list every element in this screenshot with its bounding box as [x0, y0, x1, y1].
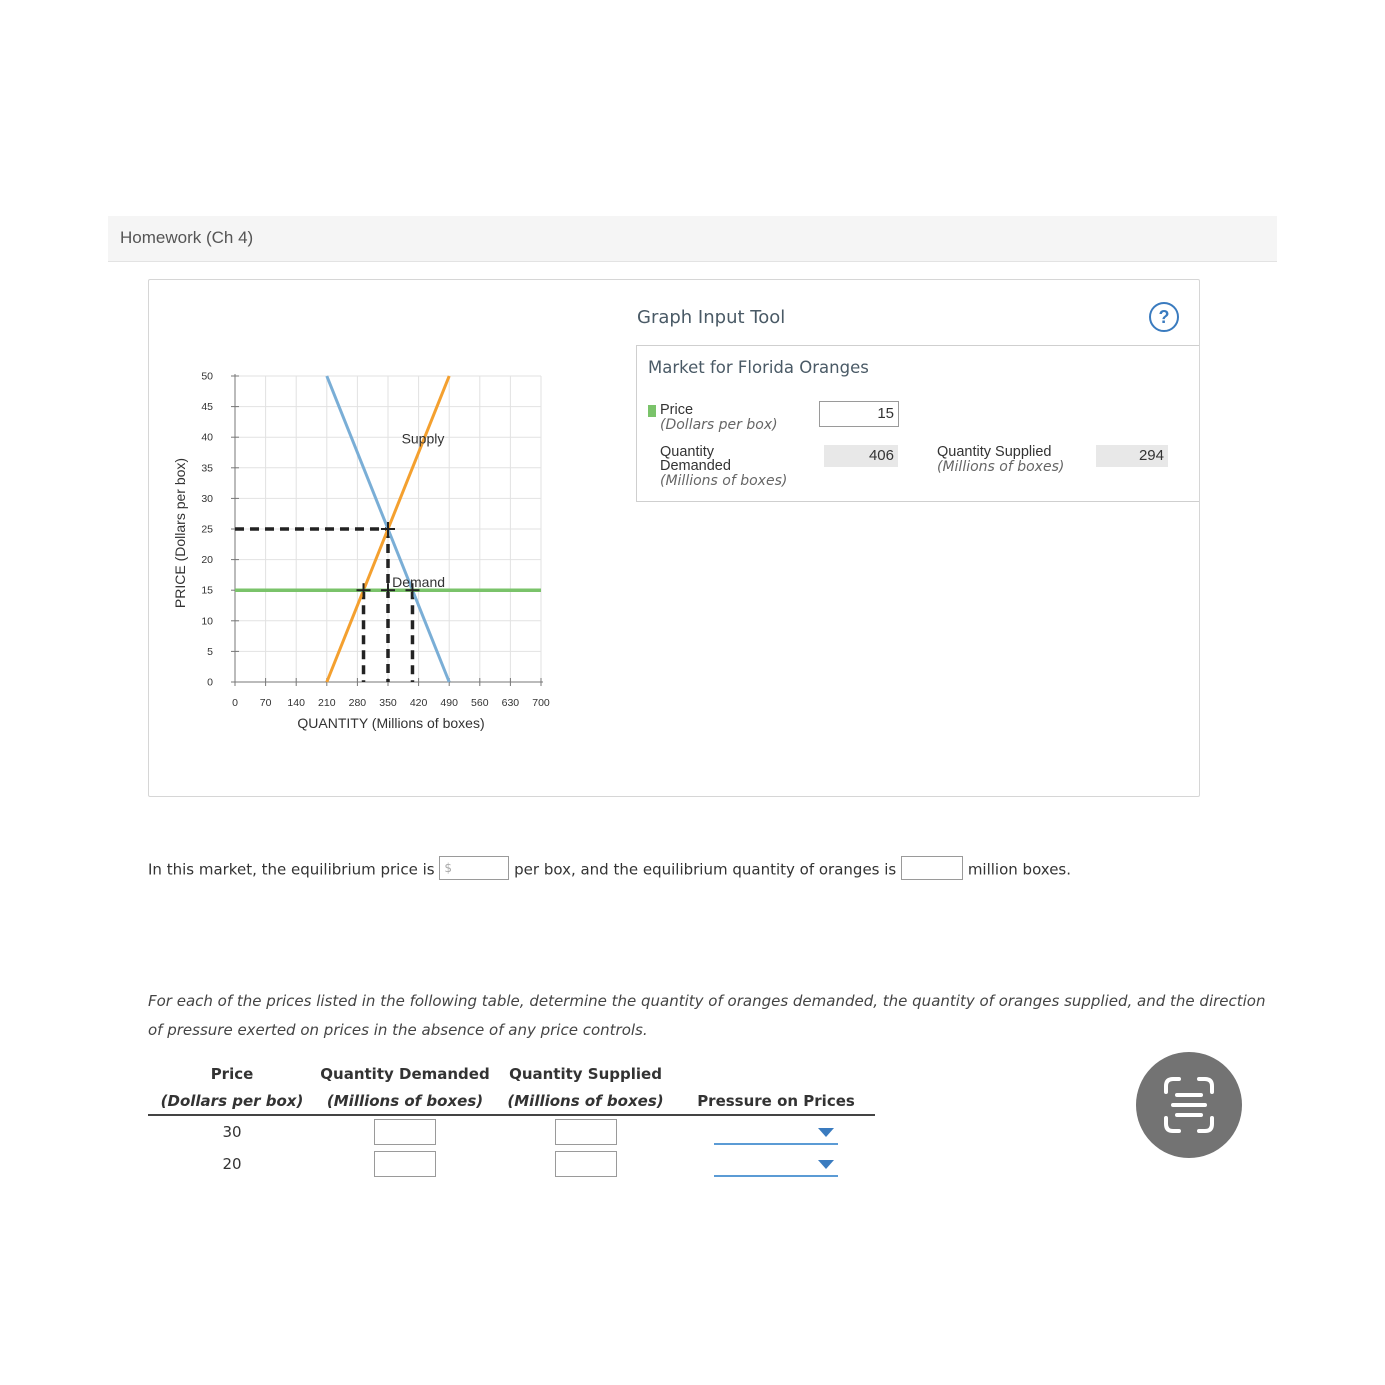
- chart-axes: [172, 371, 550, 732]
- col-pressure-header: Pressure on Prices: [677, 1087, 875, 1115]
- graph-input-tool-title: Graph Input Tool: [637, 307, 786, 328]
- row-price: 30: [222, 1123, 242, 1141]
- y-tick-label: 0: [207, 676, 213, 689]
- y-tick-label: 50: [201, 370, 213, 383]
- qs-value: 294: [1096, 445, 1168, 467]
- x-tick-label: 420: [409, 697, 428, 709]
- table-row: [148, 1148, 875, 1180]
- pressure-dropdown-row2[interactable]: [714, 1151, 838, 1177]
- demand-label: Demand: [392, 574, 446, 591]
- scan-text-icon: [1136, 1052, 1242, 1158]
- price-input[interactable]: 15: [819, 401, 899, 427]
- qd-value: 406: [824, 445, 898, 467]
- y-tick-label: 25: [201, 523, 213, 536]
- y-tick-label: 5: [207, 645, 213, 658]
- market-chart[interactable]: [149, 280, 619, 750]
- col-price-header: Price: [210, 1064, 254, 1083]
- qd-label-line2: Demanded: [660, 458, 731, 474]
- qs-label: Quantity Supplied: [937, 444, 1052, 460]
- qd-input-row1[interactable]: [374, 1119, 436, 1145]
- chart-guides: [235, 529, 412, 682]
- chart-area: [149, 280, 619, 754]
- x-tick-label: 350: [379, 697, 397, 709]
- qs-input-row1[interactable]: [555, 1119, 617, 1145]
- pressure-dropdown-row1[interactable]: [714, 1119, 838, 1145]
- col-qd-sub: (Millions of boxes): [316, 1087, 494, 1115]
- question-text-2: per box, and the equilibrium quantity of oranges is: [514, 860, 897, 879]
- market-title: Market for Florida Oranges: [648, 358, 869, 377]
- y-tick-label: 30: [201, 492, 213, 505]
- col-qs-header: Quantity Supplied: [509, 1064, 662, 1083]
- y-tick-label: 45: [201, 401, 213, 414]
- x-tick-label: 700: [532, 697, 550, 709]
- col-qs-sub: (Millions of boxes): [494, 1087, 677, 1115]
- qs-sub-label: (Millions of boxes): [937, 459, 1065, 475]
- price-table: [148, 1060, 875, 1180]
- question-text-3: million boxes.: [967, 860, 1072, 879]
- price-label: Price: [660, 402, 694, 418]
- x-tick-label: 560: [471, 697, 489, 709]
- col-qd-header: Quantity Demanded: [320, 1064, 490, 1083]
- row-price: 20: [222, 1155, 242, 1173]
- x-tick-label: 280: [348, 697, 367, 709]
- x-tick-label: 630: [501, 697, 520, 709]
- x-axis-label: QUANTITY (Millions of boxes): [297, 715, 485, 731]
- chevron-down-icon: [818, 1160, 834, 1169]
- y-axis-label: PRICE (Dollars per box): [172, 457, 188, 609]
- table-instructions: For each of the prices listed in the following table, determine the quantity of oranges demanded, the quantity of oranges supplied, and the direction of pressure exerted on prices in the absence of any price controls.: [148, 992, 1266, 1039]
- help-icon[interactable]: ?: [1149, 302, 1179, 332]
- y-tick-label: 20: [201, 554, 213, 567]
- qd-label-line1: Quantity: [660, 444, 714, 460]
- y-tick-label: 35: [201, 462, 213, 475]
- y-tick-label: 40: [201, 431, 213, 444]
- equilibrium-quantity-input[interactable]: [901, 856, 963, 880]
- x-tick-label: 70: [259, 697, 272, 709]
- supply-label: Supply: [401, 430, 445, 447]
- qd-input-row2[interactable]: [374, 1151, 436, 1177]
- dollar-sign: $: [444, 861, 452, 875]
- y-tick-label: 10: [201, 615, 213, 628]
- qd-sub-label: (Millions of boxes): [660, 473, 788, 489]
- scan-text-button[interactable]: [1136, 1052, 1242, 1158]
- price-sub-label: (Dollars per box): [660, 417, 778, 433]
- homework-title: Homework (Ch 4): [120, 228, 254, 247]
- qs-input-row2[interactable]: [555, 1151, 617, 1177]
- table-row: [148, 1115, 875, 1148]
- x-tick-label: 490: [440, 697, 458, 709]
- x-tick-label: 140: [287, 697, 305, 709]
- question-text-1: In this market, the equilibrium price is: [148, 860, 435, 879]
- price-legend-swatch: [648, 405, 656, 417]
- y-tick-label: 15: [201, 584, 213, 597]
- equilibrium-price-input[interactable]: [439, 856, 509, 880]
- graph-input-box: [636, 345, 1199, 502]
- homework-header: [108, 216, 1277, 262]
- x-tick-label: 210: [318, 697, 336, 709]
- col-price-sub: (Dollars per box): [148, 1087, 316, 1115]
- x-tick-label: 0: [232, 697, 238, 709]
- chevron-down-icon: [818, 1128, 834, 1137]
- equilibrium-question: [148, 858, 1071, 882]
- graph-panel: [148, 279, 1200, 797]
